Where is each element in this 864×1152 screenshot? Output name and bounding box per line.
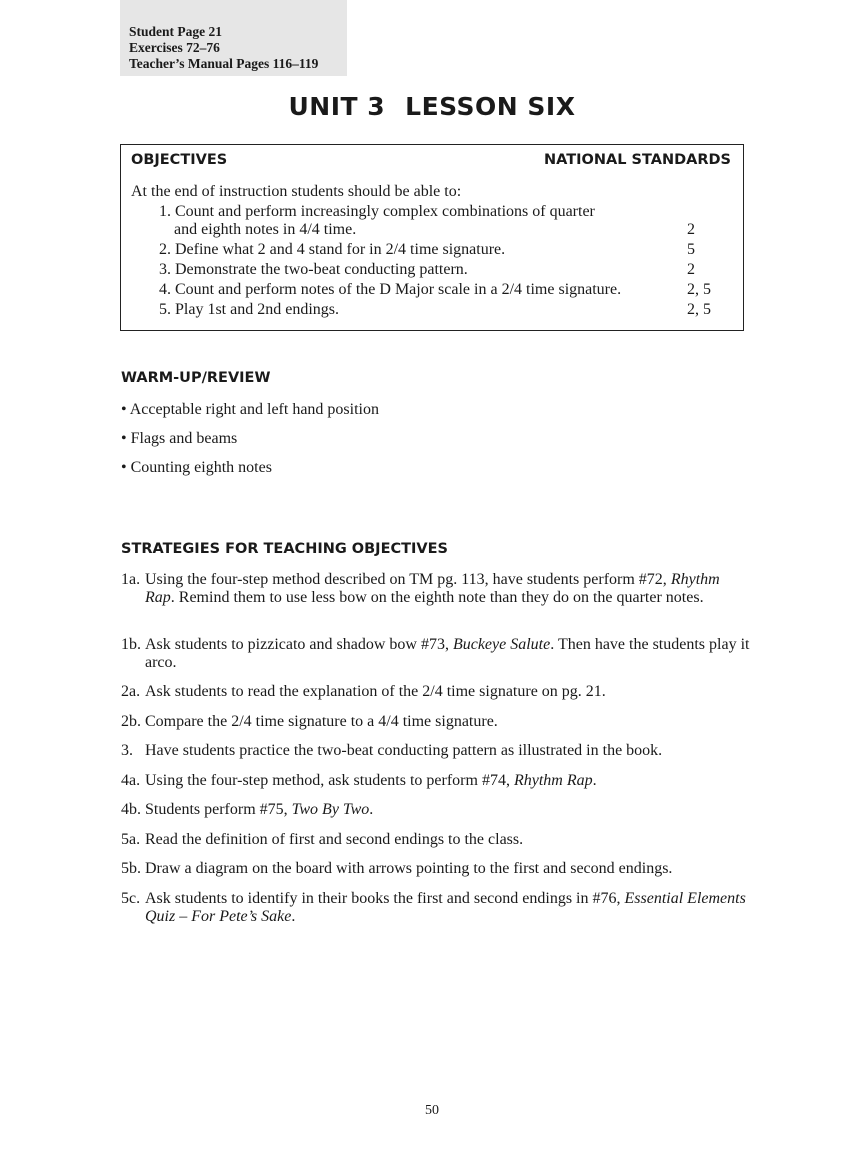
strategy-number: 2b. — [121, 713, 141, 730]
strategy-number: 4a. — [121, 772, 141, 789]
objective-item: 4. Count and perform notes of the D Major scale in a 2/4 time signature. — [159, 281, 622, 298]
warmup-bullet: • Counting eighth notes — [121, 459, 272, 476]
objectives-intro: At the end of instruction students should be able to: — [131, 183, 462, 200]
strategy-text-part: . Remind them to use less bow on the eighth note than they do on the quarter notes. — [170, 589, 704, 606]
strategy-text — [145, 890, 751, 926]
page-reference-box — [120, 0, 347, 76]
strategy-text-part: Ask students to identify in their books the first and second endings in #76, — [145, 890, 625, 907]
exercise-title: Buckeye Salute — [452, 636, 551, 653]
objective-standards: 2 — [687, 261, 695, 278]
strategy-text — [145, 742, 751, 760]
warmup-bullet: • Flags and beams — [121, 430, 238, 447]
exercise-title: Rhythm Rap — [145, 571, 720, 606]
strategy-text-part: Using the four-step method, ask students to perform #74, — [145, 772, 514, 789]
strategy-text-part: . — [592, 772, 597, 789]
objectives-heading: OBJECTIVES — [131, 152, 228, 168]
unit-label: UNIT 3 — [288, 92, 386, 121]
strategy-text-part: . — [369, 801, 374, 818]
strategy-text-part: . Then have the students play it arco. — [145, 636, 750, 671]
strategy-text-part: Compare the 2/4 time signature to a 4/4 time signature. — [145, 713, 498, 730]
strategy-text — [145, 860, 751, 878]
warmup-heading: WARM-UP/REVIEW — [121, 370, 271, 386]
objective-standards: 5 — [687, 241, 695, 258]
warmup-bullet: • Acceptable right and left hand position — [121, 401, 379, 418]
strategy-text — [145, 713, 751, 731]
objective-standards: 2, 5 — [687, 281, 711, 298]
strategy-text-part: Ask students to read the explanation of the 2/4 time signature on pg. 21. — [145, 683, 606, 700]
strategy-number: 4b. — [121, 801, 141, 818]
objectives-box — [120, 144, 744, 331]
strategies-heading: STRATEGIES FOR TEACHING OBJECTIVES — [121, 541, 448, 557]
strategy-text-part: Have students practice the two-beat conducting pattern as illustrated in the book. — [145, 742, 663, 759]
exercises-ref: Exercises 72–76 — [129, 40, 220, 55]
strategy-number: 5b. — [121, 860, 141, 877]
strategy-text — [145, 831, 751, 849]
strategy-text-part: Ask students to pizzicato and shadow bow #73, — [145, 636, 453, 653]
strategy-item — [121, 571, 751, 607]
strategy-number: 1b. — [121, 636, 141, 653]
strategy-item — [121, 683, 751, 701]
strategy-text-part: Using the four-step method described on TM pg. 113, have students perform #72, — [145, 571, 671, 588]
objective-standards: 2 — [687, 221, 695, 238]
objective-item: 5. Play 1st and 2nd endings. — [159, 301, 339, 318]
strategy-text — [145, 801, 751, 819]
strategy-item — [121, 801, 751, 819]
page-title — [0, 92, 864, 121]
exercise-title: Two By Two — [291, 801, 370, 818]
exercise-title: Rhythm Rap — [513, 772, 593, 789]
strategy-text — [145, 683, 751, 701]
strategy-item — [121, 890, 751, 926]
objective-item: 2. Define what 2 and 4 stand for in 2/4 time signature. — [159, 241, 506, 258]
page-number: 50 — [425, 1103, 439, 1118]
strategy-text — [145, 636, 751, 672]
strategy-text-part: Students perform #75, — [145, 801, 292, 818]
strategy-number: 1a. — [121, 571, 141, 588]
strategy-text — [145, 571, 751, 607]
strategy-text-part: Draw a diagram on the board with arrows pointing to the first and second endings. — [145, 860, 673, 877]
objective-item: 1. Count and perform increasingly complex combinations of quarter — [159, 203, 595, 220]
national-standards-heading: NATIONAL STANDARDS — [544, 152, 731, 168]
objective-standards: 2, 5 — [687, 301, 711, 318]
strategy-number: 3. — [121, 742, 133, 759]
lesson-label: LESSON SIX — [405, 92, 576, 121]
strategy-text-part: . — [291, 908, 296, 925]
strategy-item — [121, 713, 751, 731]
objective-item-cont: and eighth notes in 4/4 time. — [174, 221, 357, 238]
strategy-number: 5a. — [121, 831, 141, 848]
strategy-item — [121, 636, 751, 672]
strategy-text-part: Read the definition of first and second endings to the class. — [145, 831, 524, 848]
student-page-ref: Student Page 21 — [129, 24, 223, 39]
exercise-title: Essential Elements Quiz – For Pete’s Sake — [145, 890, 746, 925]
teacher-manual-ref: Teacher’s Manual Pages 116–119 — [129, 56, 319, 71]
strategy-text — [145, 772, 751, 790]
strategy-item — [121, 772, 751, 790]
strategy-item — [121, 831, 751, 849]
objective-item: 3. Demonstrate the two-beat conducting pattern. — [159, 261, 468, 278]
strategy-item — [121, 860, 751, 878]
strategy-item — [121, 742, 751, 760]
strategy-number: 5c. — [121, 890, 141, 907]
strategy-number: 2a. — [121, 683, 141, 700]
